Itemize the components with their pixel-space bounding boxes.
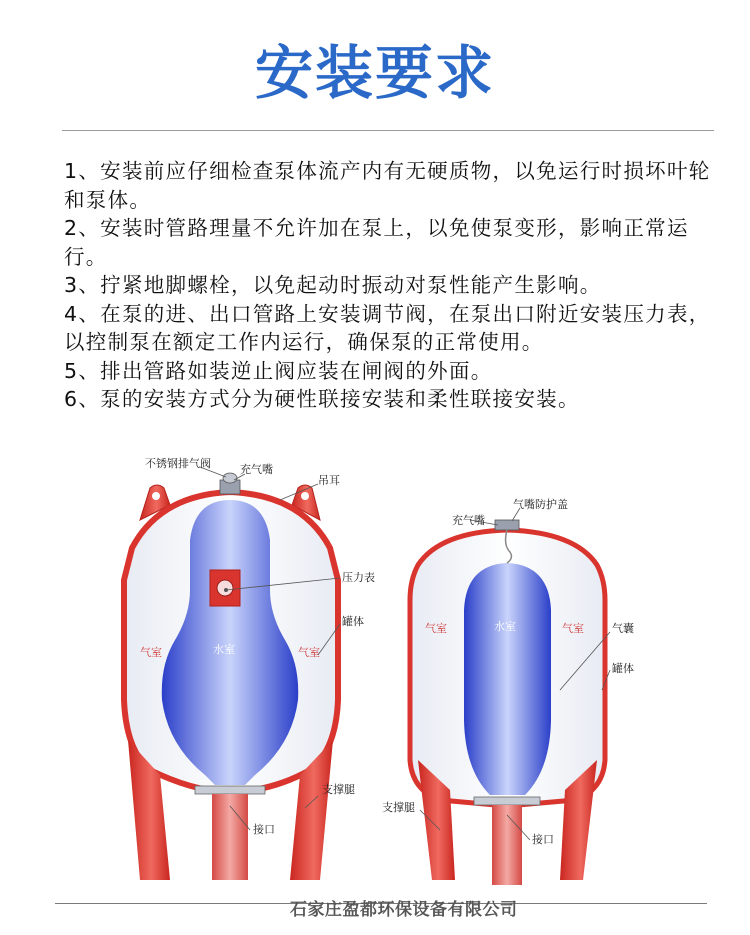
requirement-item: 1、安装前应仔细检查泵体流产内有无硬质物，以免运行时损坏叶轮和泵体。 — [64, 159, 711, 212]
label-air-chamber: 气室 — [562, 622, 584, 635]
requirement-item: 3、拧紧地脚螺栓，以免起动时振动对泵性能产生影响。 — [64, 273, 602, 297]
right-tank — [382, 497, 634, 885]
label-inflator: 充气嘴 — [240, 463, 273, 476]
label-tank-body: 罐体 — [612, 662, 634, 675]
left-tank — [124, 456, 375, 880]
requirement-item: 2、安装时管路理量不允许加在泵上，以免使泵变形，影响正常运行。 — [64, 216, 689, 269]
label-port: 接口 — [253, 823, 275, 836]
requirement-item: 4、在泵的进、出口管路上安装调节阀，在泵出口附近安装压力表，以控制泵在额定工作内运行，确保泵的正常使用。 — [64, 301, 711, 354]
label-support-legs: 支撑腿 — [382, 801, 415, 814]
label-water-chamber: 水室 — [213, 643, 235, 656]
label-air-chamber: 气室 — [298, 646, 320, 659]
label-stainless-vent-valve: 不锈钢排气阀 — [145, 457, 211, 470]
label-water-chamber: 水室 — [494, 620, 516, 633]
company-name: 石家庄盈都环保设备有限公司 — [290, 900, 518, 920]
label-bladder: 气囊 — [612, 622, 634, 635]
air-bladder — [464, 563, 551, 795]
requirement-item: 5、排出管路如装逆止阀应装在闸阀的外面。 — [64, 358, 493, 383]
label-valve-cap: 气嘴防护盖 — [513, 498, 568, 511]
label-air-chamber: 气室 — [140, 646, 162, 659]
label-inflator: 充气嘴 — [452, 514, 485, 527]
requirement-item: 6、泵的安装方式分为硬性联接安装和柔性联接安装。 — [64, 387, 580, 411]
outlet-pipe — [212, 794, 248, 880]
label-tank-body: 罐体 — [342, 615, 364, 628]
label-support-legs: 支撑腿 — [322, 783, 355, 796]
label-pressure-gauge: 压力表 — [342, 571, 375, 584]
page-title: 安装要求 — [254, 39, 495, 107]
label-port: 接口 — [532, 833, 554, 846]
label-lug: 吊耳 — [318, 474, 340, 487]
label-air-chamber: 气室 — [425, 622, 447, 635]
outlet-pipe — [492, 805, 522, 885]
